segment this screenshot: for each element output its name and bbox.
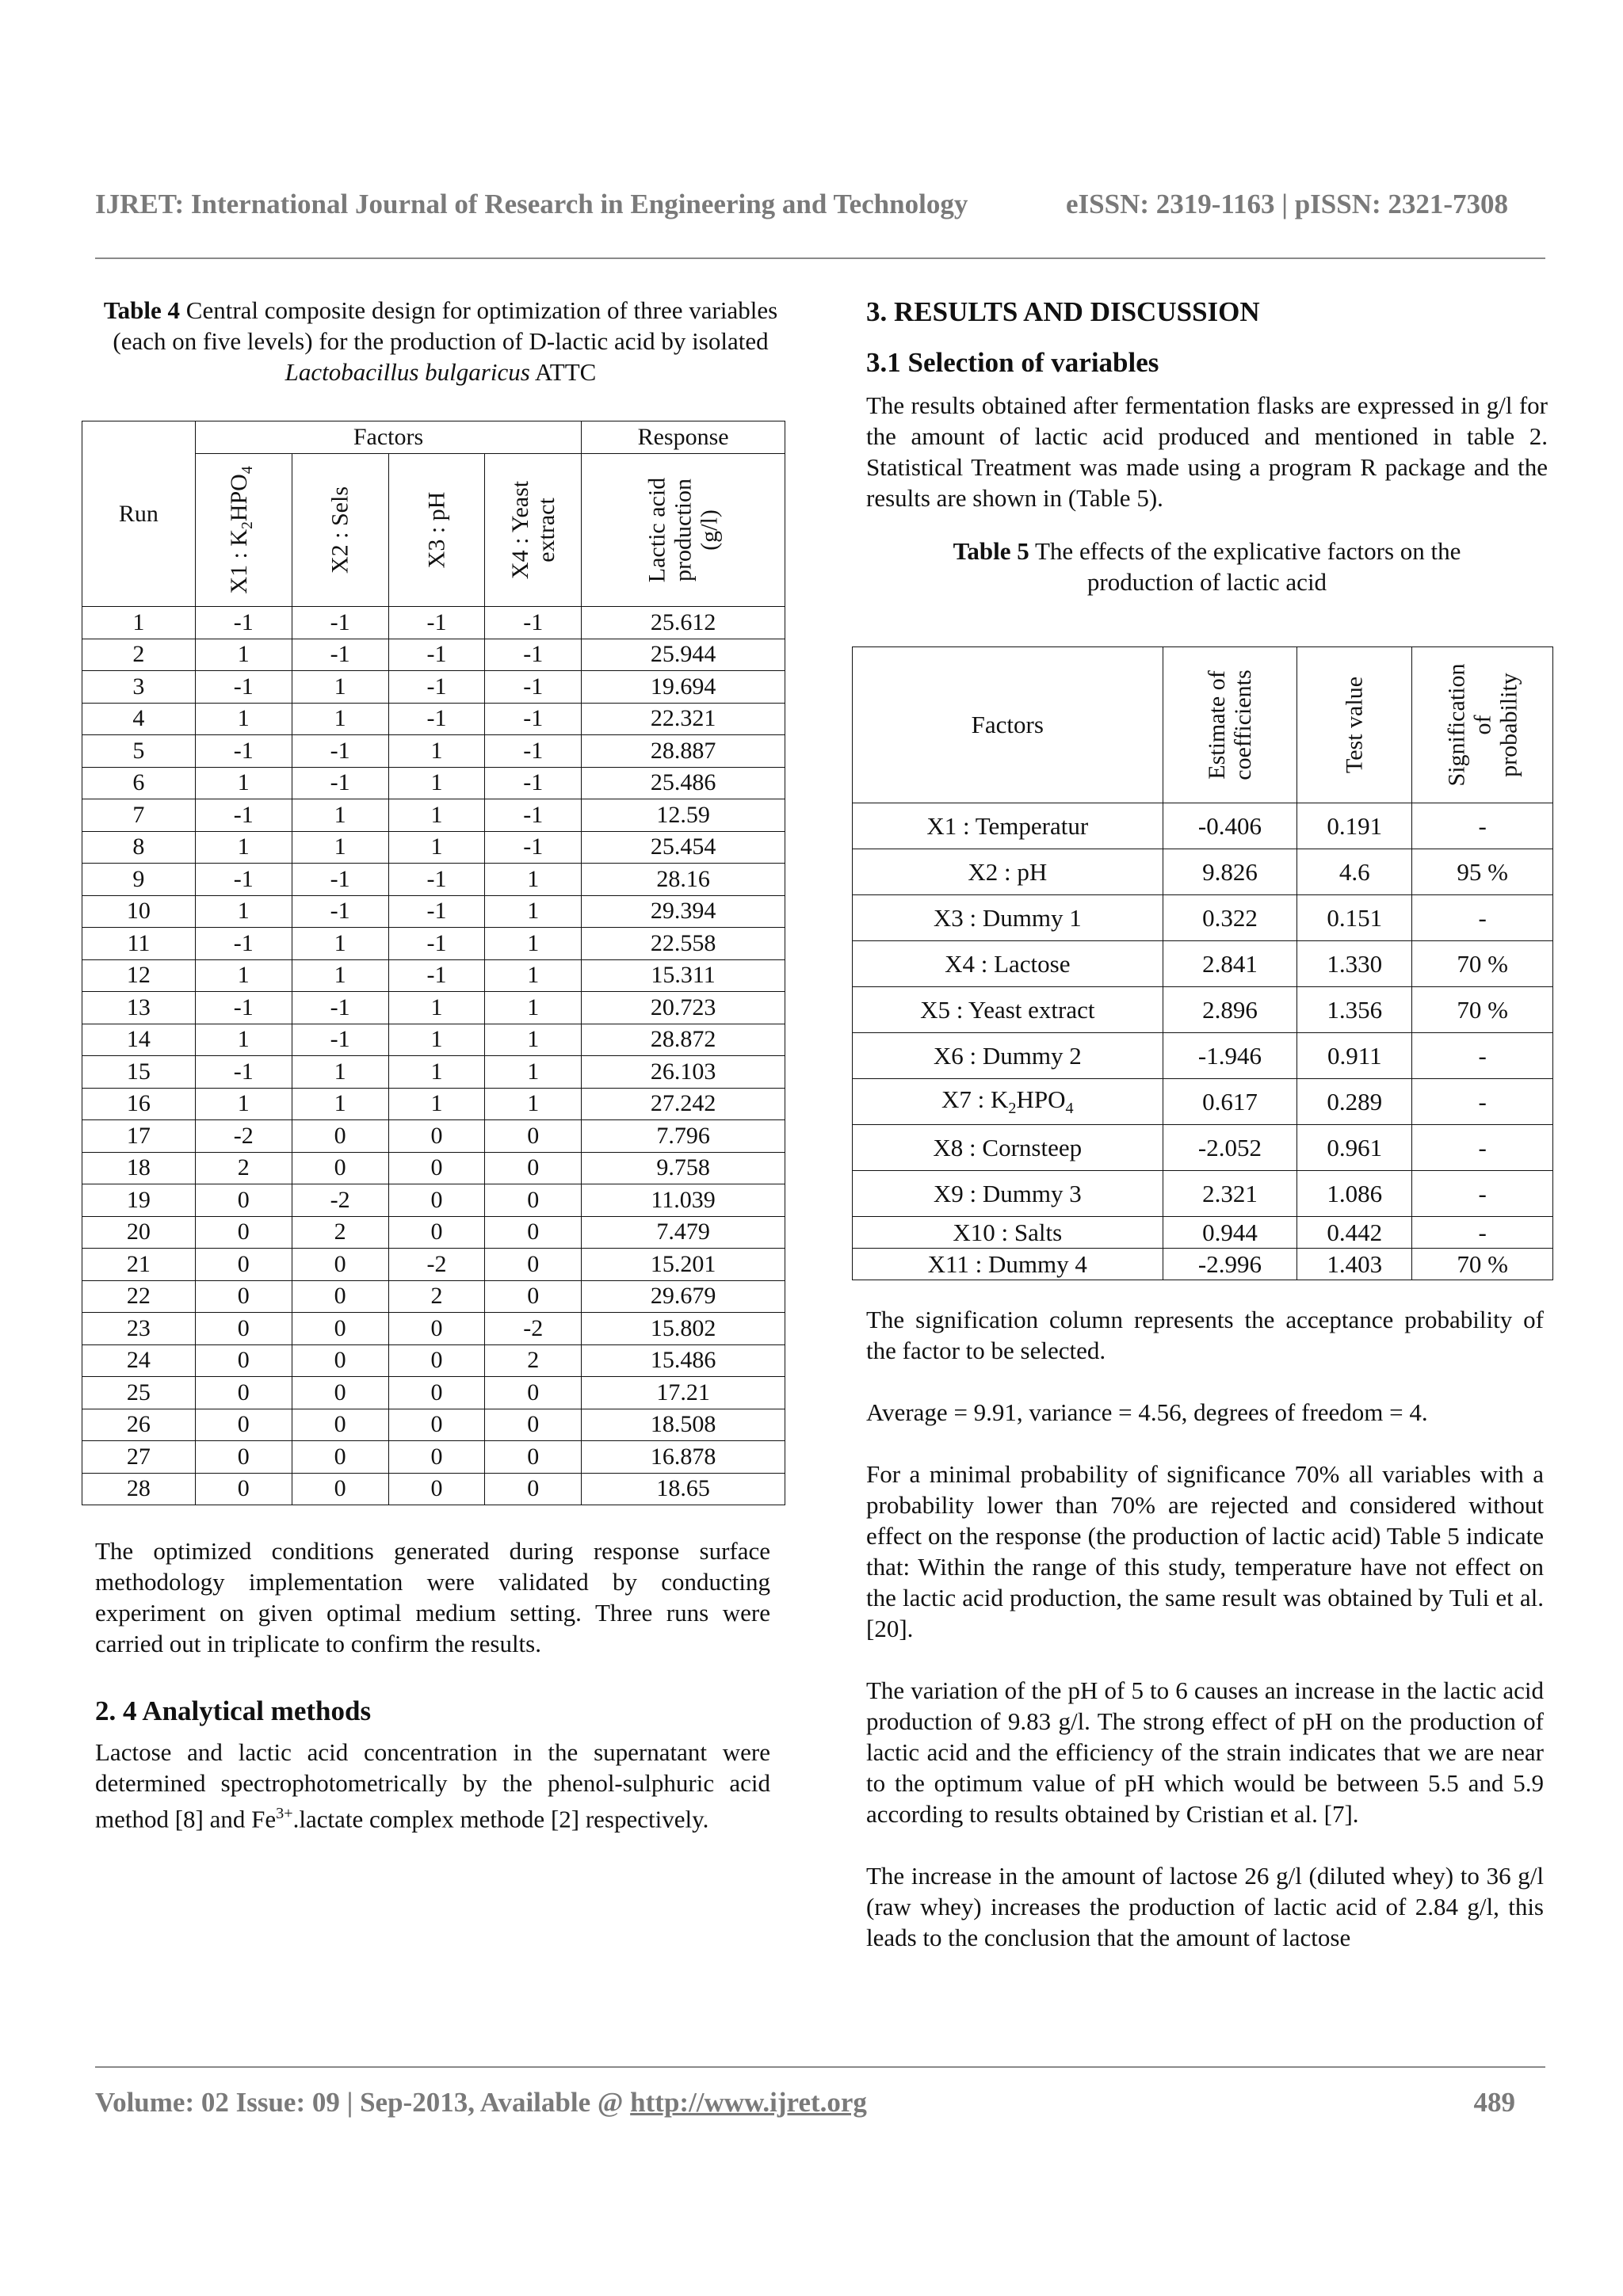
factor-cell: X4 : Lactose xyxy=(853,941,1163,987)
table-row xyxy=(82,831,785,864)
table-cell: -1 xyxy=(485,735,582,768)
table-row xyxy=(82,639,785,671)
estimate-cell: 2.321 xyxy=(1163,1171,1297,1217)
table-cell: 2 xyxy=(292,1216,388,1249)
table-cell: -1 xyxy=(485,767,582,799)
table-cell: 0 xyxy=(195,1216,292,1249)
table-row xyxy=(82,1409,785,1441)
page-number: 489 xyxy=(1473,2087,1515,2118)
table-row xyxy=(853,941,1553,987)
table-cell: 8 xyxy=(82,831,196,864)
table-cell: 7 xyxy=(82,799,196,832)
ph-paragraph: The variation of the pH of 5 to 6 causes an increase in the lactic acid production of 9.83 g/l. The strong effect of pH on the production of lactic acid and the efficiency of the strain indicates that we are near to the optimum value of pH which would be between 5.5 and 5.9 according to results obtained by Cristian et al. [7]. xyxy=(866,1676,1544,1828)
table-cell: 0 xyxy=(292,1473,388,1505)
lactose-paragraph: The increase in the amount of lactose 26 g/l (diluted whey) to 36 g/l (raw whey) increases the production of lactic acid of 2.84 g/l, this leads to the conclusion that the amount of lactose xyxy=(866,1862,1544,1951)
table-row xyxy=(82,1280,785,1313)
table-cell: 1 xyxy=(82,607,196,639)
test-cell: 1.356 xyxy=(1297,987,1412,1033)
table-cell: 16.878 xyxy=(582,1441,785,1474)
table-cell: 1 xyxy=(292,703,388,735)
table-cell: -2 xyxy=(292,1184,388,1217)
table-cell: 25.612 xyxy=(582,607,785,639)
analytical-methods-paragraph: Lactose and lactic acid concentration in the supernatant were determined spectrophotometrically by the phenol-sulphuric acid method [8] and $Fe^{3+}.lactate$ complex methode [2] respectively. xyxy=(95,1738,770,1833)
minimal-probability-paragraph: For a minimal probability of significance 70% all variables with a probability lower than 70% are rejected and considered without effect on the response (the production of lactic acid) Table 5 indicate that: Within the range of this study, temperature have not effect on the lactic acid production, the same result was obtained by Tuli et al. [20]. xyxy=(866,1460,1544,1642)
table-cell: 1 xyxy=(292,1056,388,1089)
table-cell: 0 xyxy=(292,1344,388,1377)
table-cell: -1 xyxy=(388,864,485,896)
table-cell: 1 xyxy=(195,1024,292,1056)
table5-caption xyxy=(866,536,1548,597)
table-cell: 0 xyxy=(388,1313,485,1345)
table-cell: 2 xyxy=(485,1344,582,1377)
test-cell: 0.442 xyxy=(1297,1217,1412,1249)
table-cell: -1 xyxy=(485,703,582,735)
table-cell: -2 xyxy=(388,1249,485,1281)
table-cell: 1 xyxy=(195,1088,292,1120)
test-cell: 0.961 xyxy=(1297,1125,1412,1171)
table-cell: 17 xyxy=(82,1120,196,1153)
table-cell: 0 xyxy=(388,1120,485,1153)
table-row xyxy=(82,1473,785,1505)
table-cell: 18 xyxy=(82,1152,196,1184)
table-cell: 0 xyxy=(388,1441,485,1474)
estimate-cell: -0.406 xyxy=(1163,803,1297,849)
table-cell: 0 xyxy=(388,1409,485,1441)
footer-volume: Volume: 02 Issue: 09 | Sep-2013, Available @ xyxy=(95,2087,631,2118)
factor-cell: X2 : pH xyxy=(853,849,1163,895)
factor-cell: X5 : Yeast extract xyxy=(853,987,1163,1033)
average-paragraph: Average = 9.91, variance = 4.56, degrees of freedom = 4. xyxy=(866,1398,1428,1426)
sig-cell: 70 % xyxy=(1412,987,1553,1033)
table-cell: 1 xyxy=(485,992,582,1024)
table-cell: 28.16 xyxy=(582,864,785,896)
analytical-methods-heading: 2. 4 Analytical methods xyxy=(95,1695,372,1726)
journal-link[interactable]: http://www.ijret.org xyxy=(630,2087,867,2118)
table-cell: 1 xyxy=(292,959,388,992)
results-heading: 3. RESULTS AND DISCUSSION xyxy=(866,296,1260,327)
factor-cell: X7 : $K_2HPO_4$ xyxy=(853,1079,1163,1125)
table-cell: -1 xyxy=(292,864,388,896)
table-cell: -1 xyxy=(292,992,388,1024)
test-cell: 0.151 xyxy=(1297,895,1412,941)
table-cell: 1 xyxy=(195,895,292,928)
right-column xyxy=(866,295,1548,597)
table4-col-x2: X2 : Sels xyxy=(292,454,388,607)
table4-group-response: Response xyxy=(582,421,785,454)
table4-col-x1: X1 : $K_2HPO_4$ xyxy=(195,454,292,607)
table-cell: 0 xyxy=(388,1473,485,1505)
table-cell: 0 xyxy=(195,1249,292,1281)
table-cell: 25.454 xyxy=(582,831,785,864)
table-cell: 5 xyxy=(82,735,196,768)
estimate-cell: -2.996 xyxy=(1163,1249,1297,1280)
table-cell: -1 xyxy=(195,735,292,768)
table-cell: 27 xyxy=(82,1441,196,1474)
table-row xyxy=(853,1079,1553,1125)
table-row xyxy=(853,1033,1553,1079)
table-cell: 13 xyxy=(82,992,196,1024)
table5-caption-label: Table 5 xyxy=(953,537,1029,565)
factor-cell: X8 : Cornsteep xyxy=(853,1125,1163,1171)
table-cell: 1 xyxy=(485,1088,582,1120)
results-paragraph: The results obtained after fermentation flasks are expressed in g/l for the amount of lactic acid produced and mentioned in table 2. Statistical Treatment was made using a program R package and the results are shown in (Table 5). xyxy=(866,391,1548,512)
test-cell: 0.191 xyxy=(1297,803,1412,849)
table-cell: 15.311 xyxy=(582,959,785,992)
table-cell: 1 xyxy=(292,831,388,864)
table4-caption-label: Table 4 xyxy=(103,296,181,324)
table-cell: -1 xyxy=(292,735,388,768)
sig-cell: - xyxy=(1412,1033,1553,1079)
table-cell: 15.201 xyxy=(582,1249,785,1281)
table4-col-x3: X3 : pH xyxy=(388,454,485,607)
table-row xyxy=(82,1024,785,1056)
table-cell: 25 xyxy=(82,1377,196,1409)
table-cell: -1 xyxy=(485,639,582,671)
table-cell: 1 xyxy=(195,639,292,671)
table-cell: 1 xyxy=(485,928,582,960)
table-cell: 2 xyxy=(82,639,196,671)
estimate-cell: 2.841 xyxy=(1163,941,1297,987)
factor-cell: X9 : Dummy 3 xyxy=(853,1171,1163,1217)
table-cell: 1 xyxy=(388,1024,485,1056)
test-cell: 1.403 xyxy=(1297,1249,1412,1280)
table-cell: 0 xyxy=(388,1216,485,1249)
table-cell: -1 xyxy=(292,639,388,671)
table-cell: 9.758 xyxy=(582,1152,785,1184)
table-row xyxy=(853,1125,1553,1171)
table-cell: 25.944 xyxy=(582,639,785,671)
journal-title: IJRET: International Journal of Research in Engineering and Technology xyxy=(95,189,968,219)
table-cell: 28.872 xyxy=(582,1024,785,1056)
table-cell: 0 xyxy=(485,1184,582,1217)
table-cell: 22.558 xyxy=(582,928,785,960)
table-cell: 1 xyxy=(292,799,388,832)
page-footer xyxy=(95,2087,1522,2119)
table-cell: 23 xyxy=(82,1313,196,1345)
table-cell: -1 xyxy=(388,959,485,992)
table4-col-x4: X4 : Yeast extract xyxy=(485,454,582,607)
table5-col-signification: Signification of probability xyxy=(1412,647,1553,803)
table-cell: 0 xyxy=(292,1120,388,1153)
table-row xyxy=(82,1441,785,1474)
table-cell: 17.21 xyxy=(582,1377,785,1409)
table-cell: 1 xyxy=(388,735,485,768)
table-cell: -1 xyxy=(195,607,292,639)
page-header xyxy=(95,189,1537,220)
table-cell: -1 xyxy=(388,607,485,639)
table-cell: 0 xyxy=(388,1152,485,1184)
factor-cell: X1 : Temperatur xyxy=(853,803,1163,849)
table5 xyxy=(852,646,1553,1280)
table-cell: -1 xyxy=(195,864,292,896)
table-cell: 0 xyxy=(485,1441,582,1474)
table-row xyxy=(82,703,785,735)
table-cell: -1 xyxy=(292,895,388,928)
table-cell: 0 xyxy=(485,1377,582,1409)
selection-heading: 3.1 Selection of variables xyxy=(866,347,1159,378)
signification-paragraph: The signification column represents the acceptance probability of the factor to be selected. xyxy=(866,1306,1544,1364)
table-row xyxy=(853,849,1553,895)
table-cell: -1 xyxy=(195,671,292,704)
table-cell: 0 xyxy=(485,1409,582,1441)
table4 xyxy=(82,421,785,1505)
sig-cell: 95 % xyxy=(1412,849,1553,895)
table-cell: 0 xyxy=(292,1313,388,1345)
table-row xyxy=(82,1120,785,1153)
table-cell: 1 xyxy=(485,864,582,896)
table4-caption-text: Central composite design for optimization of three variables (each on five levels) for the production of D-lactic acid by isolated xyxy=(113,296,778,355)
table4-col-run: Run xyxy=(82,421,196,607)
table-cell: 1 xyxy=(195,831,292,864)
table-cell: -1 xyxy=(485,607,582,639)
table-row xyxy=(82,671,785,704)
table-cell: 1 xyxy=(292,928,388,960)
table-cell: 15 xyxy=(82,1056,196,1089)
table-row xyxy=(82,1088,785,1120)
table-cell: 28.887 xyxy=(582,735,785,768)
table-row xyxy=(82,1313,785,1345)
table-cell: 15.486 xyxy=(582,1344,785,1377)
test-cell: 1.086 xyxy=(1297,1171,1412,1217)
table-row xyxy=(82,1056,785,1089)
estimate-cell: 0.322 xyxy=(1163,895,1297,941)
table-cell: 29.679 xyxy=(582,1280,785,1313)
table-cell: 0 xyxy=(195,1377,292,1409)
table-cell: -1 xyxy=(388,671,485,704)
table-cell: 26 xyxy=(82,1409,196,1441)
table-row xyxy=(853,1171,1553,1217)
table-cell: -1 xyxy=(388,895,485,928)
table-row xyxy=(82,895,785,928)
factor-cell: X3 : Dummy 1 xyxy=(853,895,1163,941)
table-cell: 0 xyxy=(292,1280,388,1313)
estimate-cell: 9.826 xyxy=(1163,849,1297,895)
table-cell: 22 xyxy=(82,1280,196,1313)
table-cell: 0 xyxy=(485,1120,582,1153)
table-cell: 0 xyxy=(388,1377,485,1409)
table-cell: 19.694 xyxy=(582,671,785,704)
table-cell: 0 xyxy=(195,1184,292,1217)
table-cell: 0 xyxy=(292,1249,388,1281)
test-cell: 4.6 xyxy=(1297,849,1412,895)
optimized-conditions-paragraph: The optimized conditions generated during response surface methodology implementation were validated by conducting experiment on given optimal medium setting. Three runs were carried out in triplicate to confirm the results. xyxy=(95,1537,770,1657)
table-cell: -1 xyxy=(195,799,292,832)
table-cell: 0 xyxy=(195,1280,292,1313)
table-row xyxy=(853,895,1553,941)
table-cell: 11 xyxy=(82,928,196,960)
table-cell: 0 xyxy=(195,1473,292,1505)
table-cell: 0 xyxy=(292,1152,388,1184)
table-cell: -1 xyxy=(292,607,388,639)
table-cell: 0 xyxy=(485,1280,582,1313)
table-cell: 1 xyxy=(388,799,485,832)
table5-caption-text: The effects of the explicative factors on the production of lactic acid xyxy=(1035,537,1461,596)
table-cell: 18.65 xyxy=(582,1473,785,1505)
table-cell: 20 xyxy=(82,1216,196,1249)
table-cell: -1 xyxy=(388,928,485,960)
sig-cell: - xyxy=(1412,1125,1553,1171)
table-cell: 0 xyxy=(195,1344,292,1377)
table-cell: 7.479 xyxy=(582,1216,785,1249)
table-row xyxy=(853,987,1553,1033)
table-cell: 0 xyxy=(195,1409,292,1441)
table-cell: 27.242 xyxy=(582,1088,785,1120)
table-row xyxy=(82,1249,785,1281)
sig-cell: - xyxy=(1412,1079,1553,1125)
table-cell: -1 xyxy=(388,703,485,735)
table-cell: 1 xyxy=(485,1056,582,1089)
factor-cell: X6 : Dummy 2 xyxy=(853,1033,1163,1079)
estimate-cell: 0.944 xyxy=(1163,1217,1297,1249)
table-cell: 1 xyxy=(485,1024,582,1056)
table4-col-response: Lactic acid production (g/l) xyxy=(582,454,785,607)
table-cell: 6 xyxy=(82,767,196,799)
table5-col-factors: Factors xyxy=(853,647,1163,803)
table-cell: 9 xyxy=(82,864,196,896)
right-body xyxy=(866,1304,1544,1953)
table-cell: 0 xyxy=(195,1313,292,1345)
table-row xyxy=(853,1249,1553,1280)
table-cell: -2 xyxy=(195,1120,292,1153)
header-rule xyxy=(95,257,1545,259)
table-cell: -1 xyxy=(195,1056,292,1089)
table-cell: 0 xyxy=(292,1377,388,1409)
table-cell: 12.59 xyxy=(582,799,785,832)
table5-col-estimate: Estimate of coefficients xyxy=(1163,647,1297,803)
table-cell: 0 xyxy=(485,1216,582,1249)
table-row xyxy=(853,1217,1553,1249)
table-cell: 0 xyxy=(195,1441,292,1474)
table-row xyxy=(82,928,785,960)
table-cell: 26.103 xyxy=(582,1056,785,1089)
table-cell: 0 xyxy=(485,1473,582,1505)
table-cell: 1 xyxy=(388,767,485,799)
table-cell: 1 xyxy=(388,831,485,864)
table-cell: -2 xyxy=(485,1313,582,1345)
table-row xyxy=(82,1216,785,1249)
table-cell: 1 xyxy=(195,703,292,735)
table-cell: 3 xyxy=(82,671,196,704)
table-row xyxy=(82,1377,785,1409)
table-cell: 1 xyxy=(388,992,485,1024)
table-cell: 1 xyxy=(195,767,292,799)
estimate-cell: 2.896 xyxy=(1163,987,1297,1033)
table-cell: -1 xyxy=(195,992,292,1024)
sig-cell: - xyxy=(1412,1171,1553,1217)
table-cell: 0 xyxy=(485,1249,582,1281)
table-cell: -1 xyxy=(485,799,582,832)
table4-caption-tail: ATTC xyxy=(534,358,597,386)
table-cell: 20.723 xyxy=(582,992,785,1024)
left-column xyxy=(95,295,786,387)
table5-col-test: Test value xyxy=(1297,647,1412,803)
table-row xyxy=(82,1344,785,1377)
table-row xyxy=(82,992,785,1024)
table-cell: 18.508 xyxy=(582,1409,785,1441)
table-row xyxy=(82,959,785,992)
test-cell: 0.911 xyxy=(1297,1033,1412,1079)
estimate-cell: -2.052 xyxy=(1163,1125,1297,1171)
table-cell: 1 xyxy=(485,895,582,928)
table-cell: -1 xyxy=(388,639,485,671)
table-cell: 1 xyxy=(388,1056,485,1089)
table-cell: 15.802 xyxy=(582,1313,785,1345)
table4-caption xyxy=(95,295,786,387)
table-cell: 29.394 xyxy=(582,895,785,928)
table-cell: 1 xyxy=(195,959,292,992)
table-cell: -1 xyxy=(292,767,388,799)
table-cell: -1 xyxy=(485,671,582,704)
table-cell: 11.039 xyxy=(582,1184,785,1217)
test-cell: 1.330 xyxy=(1297,941,1412,987)
table-cell: -1 xyxy=(195,928,292,960)
table-cell: 0 xyxy=(292,1441,388,1474)
table-cell: 1 xyxy=(388,1088,485,1120)
table-cell: 1 xyxy=(292,1088,388,1120)
estimate-cell: 0.617 xyxy=(1163,1079,1297,1125)
table-row xyxy=(853,803,1553,849)
table-row xyxy=(82,735,785,768)
table-cell: 14 xyxy=(82,1024,196,1056)
table-cell: 22.321 xyxy=(582,703,785,735)
table4-group-factors: Factors xyxy=(195,421,581,454)
table-cell: 25.486 xyxy=(582,767,785,799)
table4-caption-organism: Lactobacillus bulgaricus xyxy=(285,358,530,386)
table-row xyxy=(82,799,785,832)
table-row xyxy=(82,1152,785,1184)
left-body xyxy=(95,1535,770,1834)
estimate-cell: -1.946 xyxy=(1163,1033,1297,1079)
table-cell: 28 xyxy=(82,1473,196,1505)
table-cell: 7.796 xyxy=(582,1120,785,1153)
test-cell: 0.289 xyxy=(1297,1079,1412,1125)
table-cell: 0 xyxy=(292,1409,388,1441)
table-cell: 10 xyxy=(82,895,196,928)
table-cell: 16 xyxy=(82,1088,196,1120)
table-cell: 2 xyxy=(195,1152,292,1184)
table-cell: 24 xyxy=(82,1344,196,1377)
table-row xyxy=(82,607,785,639)
table-row xyxy=(82,1184,785,1217)
factor-cell: X10 : Salts xyxy=(853,1217,1163,1249)
footer-rule xyxy=(95,2066,1545,2068)
table-cell: 4 xyxy=(82,703,196,735)
sig-cell: - xyxy=(1412,803,1553,849)
table-cell: 1 xyxy=(485,959,582,992)
table-row xyxy=(82,767,785,799)
sig-cell: 70 % xyxy=(1412,1249,1553,1280)
table-cell: 0 xyxy=(485,1152,582,1184)
table-cell: 2 xyxy=(388,1280,485,1313)
table-cell: 1 xyxy=(292,671,388,704)
table-cell: 0 xyxy=(388,1184,485,1217)
table-cell: 19 xyxy=(82,1184,196,1217)
table-cell: -1 xyxy=(292,1024,388,1056)
sig-cell: - xyxy=(1412,895,1553,941)
table-cell: 21 xyxy=(82,1249,196,1281)
journal-issn: eISSN: 2319-1163 | pISSN: 2321-7308 xyxy=(1066,189,1509,219)
table-row xyxy=(82,864,785,896)
sig-cell: 70 % xyxy=(1412,941,1553,987)
sig-cell: - xyxy=(1412,1217,1553,1249)
table-cell: 12 xyxy=(82,959,196,992)
table-cell: -1 xyxy=(485,831,582,864)
factor-cell: X11 : Dummy 4 xyxy=(853,1249,1163,1280)
table-cell: 0 xyxy=(388,1344,485,1377)
